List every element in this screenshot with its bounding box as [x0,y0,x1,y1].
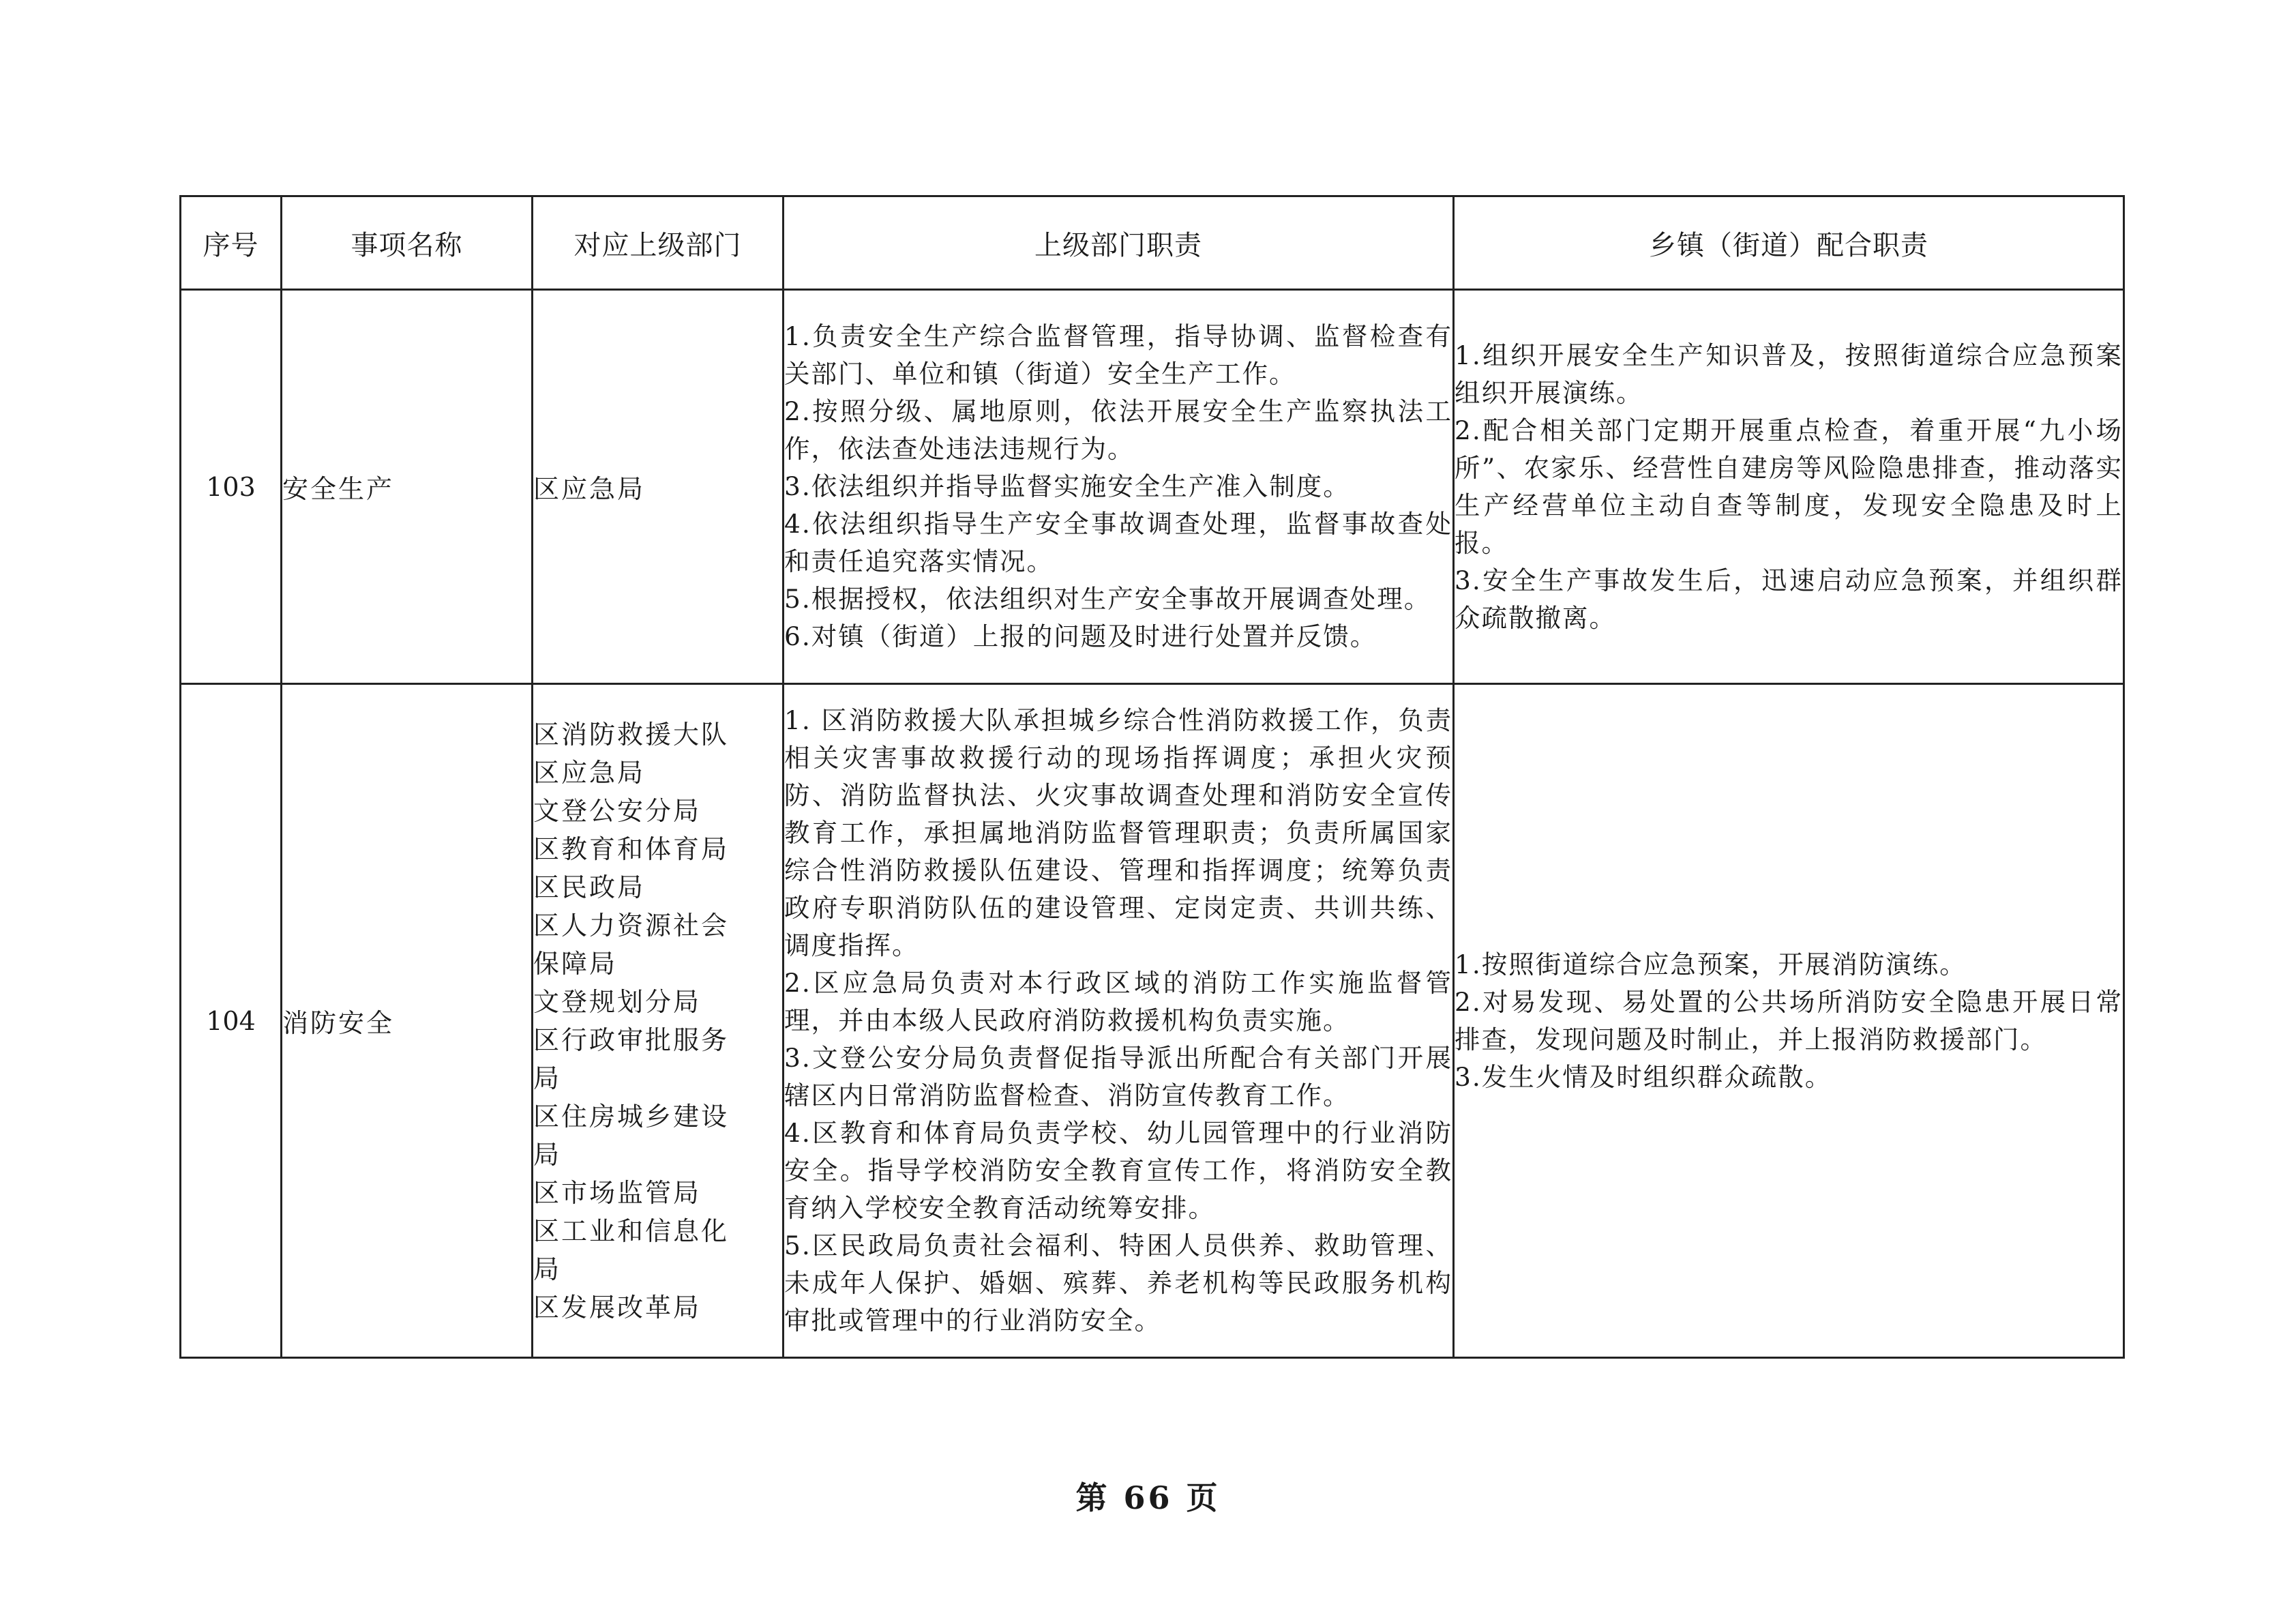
table-row [181,684,2124,1358]
dept-line: 局 [533,1139,562,1170]
duty-item: 2.对易发现、易处置的公共场所消防安全隐患开展日常排查，发现问题及时制止，并上报消防救援部门。 [1455,986,2123,1054]
dept-line: 区工业和信息化 [533,1215,730,1246]
duty-item: 3.依法组织并指导监督实施安全生产准入制度。 [784,471,1350,501]
dept-line: 区市场监管局 [533,1177,702,1208]
row-upper-dept: 区应急局 [533,290,784,684]
duty-item: 1.组织开展安全生产知识普及，按照街道综合应急预案组织开展演练。 [1455,340,2123,408]
row-upper-dept [533,684,784,1358]
duty-item: 2.配合相关部门定期开展重点检查，着重开展“九小场所”、农家乐、经营性自建房等风险隐患排查，推动落实生产经营单位主动自查等制度，发现安全隐患及时上报。 [1455,415,2123,558]
duty-item: 5.区民政局负责社会福利、特困人员供养、救助管理、未成年人保护、婚姻、殡葬、养老机构等民政服务机构审批或管理中的行业消防安全。 [784,1230,1452,1335]
header-upper-dept: 对应上级部门 [533,196,784,290]
dept-line: 区人力资源社会 [533,910,730,941]
page-number: 第 66 页 [1075,1479,1221,1516]
row-town-duty [1454,290,2124,684]
row-town-duty [1454,684,2124,1358]
header-town-duty: 乡镇（街道）配合职责 [1454,196,2124,290]
duty-item: 2.区应急局负责对本行政区域的消防工作实施监督管理，并由本级人民政府消防救援机构负责实施。 [784,968,1452,1035]
header-seq: 序号 [181,196,282,290]
dept-line: 局 [533,1063,562,1093]
duty-item: 4.区教育和体育局负责学校、幼儿园管理中的行业消防安全。指导学校消防安全教育宣传工作，将消防安全教育纳入学校安全教育活动统筹安排。 [784,1118,1452,1223]
duty-item: 4.依法组织指导生产安全事故调查处理，监督事故查处和责任追究落实情况。 [784,509,1452,576]
header-row [181,196,2124,290]
dept-line: 区应急局 [533,757,646,788]
row-item-name: 消防安全 [282,684,533,1358]
dept-line: 局 [533,1254,562,1284]
header-item-name: 事项名称 [282,196,533,290]
row-upper-duty [784,684,1454,1358]
dept-line: 区消防救援大队 [533,719,730,750]
dept-line: 保障局 [533,948,618,979]
duty-item: 1.按照街道综合应急预案，开展消防演练。 [1455,949,1967,979]
duty-item: 3.安全生产事故发生后，迅速启动应急预案，并组织群众疏散撤离。 [1455,565,2123,633]
dept-line: 文登公安分局 [533,795,702,826]
duty-item: 6.对镇（街道）上报的问题及时进行处置并反馈。 [784,621,1377,651]
dept-line: 区住房城乡建设 [533,1101,730,1132]
duty-item: 3.发生火情及时组织群众疏散。 [1455,1061,1832,1092]
dept-line: 区发展改革局 [533,1292,702,1323]
duty-item: 5.根据授权，依法组织对生产安全事故开展调查处理。 [784,584,1431,614]
dept-line: 区行政审批服务 [533,1024,730,1055]
dept-line: 文登规划分局 [533,986,702,1017]
row-seq: 104 [181,684,282,1358]
duty-item: 1.负责安全生产综合监督管理，指导协调、监督检查有关部门、单位和镇（街道）安全生产工作。 [784,321,1452,389]
duty-item: 2.按照分级、属地原则，依法开展安全生产监察执法工作，依法查处违法违规行为。 [784,396,1452,464]
row-item-name: 安全生产 [282,290,533,684]
dept-line: 区民政局 [533,872,646,902]
duty-item: 3.文登公安分局负责督促指导派出所配合有关部门开展辖区内日常消防监督检查、消防宣传教育工作。 [784,1043,1452,1110]
dept-line: 区教育和体育局 [533,833,730,864]
duty-table [179,195,2125,1359]
table-row [181,290,2124,684]
duty-item: 1. 区消防救援大队承担城乡综合性消防救援工作，负责相关灾害事故救援行动的现场指挥调度；承担火灾预防、消防监督执法、火灾事故调查处理和消防安全宣传教育工作，承担属地消防监督管理职责；负责所属国家综合性消防救援队伍建设、管理和指挥调度；统筹负责政府专职消防队伍的建设管理、定岗定责、共训共练、调度指挥。 [784,705,1452,960]
row-seq: 103 [181,290,282,684]
row-upper-duty [784,290,1454,684]
header-upper-duty: 上级部门职责 [784,196,1454,290]
